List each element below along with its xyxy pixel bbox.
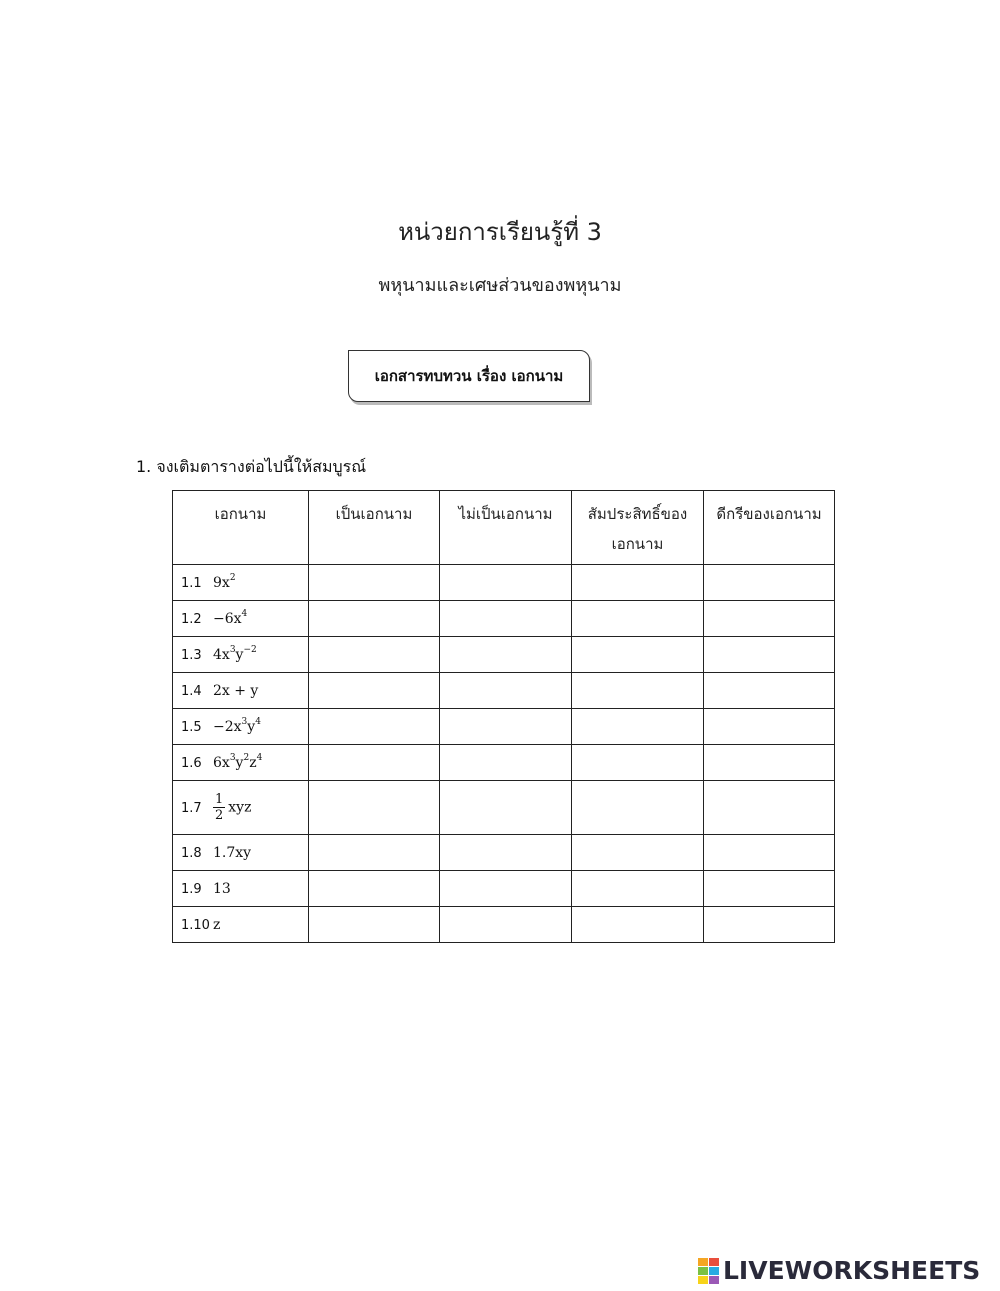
answer-cell-coefficient[interactable] (572, 565, 704, 601)
logo-blocks-icon (698, 1258, 719, 1284)
answer-cell-degree[interactable] (704, 565, 835, 601)
answer-cell-coefficient[interactable] (572, 673, 704, 709)
answer-cell-is-monomial[interactable] (309, 835, 440, 871)
answer-cell-is-monomial[interactable] (309, 907, 440, 943)
logo-block (698, 1276, 708, 1284)
header-monomial: เอกนาม (173, 491, 309, 565)
header-is-monomial: เป็นเอกนาม (309, 491, 440, 565)
document-label: เอกสารทบทวน เรื่อง เอกนาม (374, 367, 564, 385)
answer-cell-not-monomial[interactable] (440, 673, 572, 709)
monomial-cell: 1.1 $9x^2$ (173, 565, 309, 601)
answer-cell-coefficient[interactable] (572, 601, 704, 637)
answer-cell-coefficient[interactable] (572, 871, 704, 907)
page-title: หน่วยการเรียนรู้ที่ 3 (398, 218, 602, 246)
answer-cell-not-monomial[interactable] (440, 637, 572, 673)
answer-cell-is-monomial[interactable] (309, 637, 440, 673)
answer-cell-coefficient[interactable] (572, 709, 704, 745)
monomial-table (172, 490, 835, 943)
header-coefficient (572, 491, 704, 565)
table-row (173, 871, 835, 907)
answer-cell-degree[interactable] (704, 673, 835, 709)
answer-cell-coefficient[interactable] (572, 835, 704, 871)
answer-cell-is-monomial[interactable] (309, 565, 440, 601)
answer-cell-degree[interactable] (704, 601, 835, 637)
answer-cell-not-monomial[interactable] (440, 709, 572, 745)
answer-cell-coefficient[interactable] (572, 637, 704, 673)
table-row (173, 835, 835, 871)
fraction: $\frac{1}{2}$ (215, 792, 224, 823)
table-row (173, 637, 835, 673)
table-row (173, 673, 835, 709)
answer-cell-is-monomial[interactable] (309, 871, 440, 907)
monomial-cell: $1.5 -2x^3y^4$ (173, 709, 309, 745)
logo-block (698, 1258, 708, 1266)
table-header-row (173, 491, 835, 565)
answer-cell-degree[interactable] (704, 907, 835, 943)
logo-block (709, 1276, 719, 1284)
table-row (173, 601, 835, 637)
answer-cell-degree[interactable] (704, 781, 835, 835)
page-subtitle: พหุนามและเศษส่วนของพหุนาม (378, 275, 622, 296)
logo-block (709, 1267, 719, 1275)
liveworksheets-logo[interactable] (698, 1256, 980, 1285)
monomial-cell: 1.9 13 (173, 871, 309, 907)
question-instruction: 1. จงเติมตารางต่อไปนี้ให้สมบูรณ์ (136, 457, 367, 476)
answer-cell-not-monomial[interactable] (440, 871, 572, 907)
header-degree: ดีกรีของเอกนาม (704, 491, 835, 565)
monomial-cell: 1.4 2x + y (173, 673, 309, 709)
table-row (173, 907, 835, 943)
answer-cell-degree[interactable] (704, 745, 835, 781)
monomial-cell: 1.8 1.7xy (173, 835, 309, 871)
answer-cell-degree[interactable] (704, 835, 835, 871)
logo-text: LIVEWORKSHEETS (723, 1256, 981, 1285)
answer-cell-coefficient[interactable] (572, 907, 704, 943)
logo-block (698, 1267, 708, 1275)
answer-cell-coefficient[interactable] (572, 781, 704, 835)
monomial-cell: 1.7 $\frac{1}{2}$ xyz (173, 781, 309, 835)
answer-cell-is-monomial[interactable] (309, 781, 440, 835)
answer-cell-not-monomial[interactable] (440, 781, 572, 835)
monomial-cell: $1.2 -6x^4$ (173, 601, 309, 637)
header-coefficient-line2: เอกนาม (611, 535, 664, 553)
answer-cell-not-monomial[interactable] (440, 835, 572, 871)
answer-cell-coefficient[interactable] (572, 745, 704, 781)
answer-cell-not-monomial[interactable] (440, 601, 572, 637)
answer-cell-not-monomial[interactable] (440, 565, 572, 601)
answer-cell-degree[interactable] (704, 709, 835, 745)
header-coefficient-line1: สัมประสิทธิ์ของ (587, 505, 688, 523)
logo-block (709, 1258, 719, 1266)
monomial-cell: 1.10 z (173, 907, 309, 943)
monomial-cell: 1.6 $6x^3y^2z^4$ (173, 745, 309, 781)
monomial-cell: 1.3 $4x^3y^{-2}$ (173, 637, 309, 673)
table-row (173, 745, 835, 781)
answer-cell-is-monomial[interactable] (309, 673, 440, 709)
table-row (173, 709, 835, 745)
document-label-box (348, 350, 590, 402)
answer-cell-degree[interactable] (704, 871, 835, 907)
answer-cell-degree[interactable] (704, 637, 835, 673)
answer-cell-not-monomial[interactable] (440, 745, 572, 781)
header-not-monomial: ไม่เป็นเอกนาม (440, 491, 572, 565)
answer-cell-not-monomial[interactable] (440, 907, 572, 943)
table-row (173, 781, 835, 835)
answer-cell-is-monomial[interactable] (309, 601, 440, 637)
table-row (173, 565, 835, 601)
answer-cell-is-monomial[interactable] (309, 709, 440, 745)
answer-cell-is-monomial[interactable] (309, 745, 440, 781)
